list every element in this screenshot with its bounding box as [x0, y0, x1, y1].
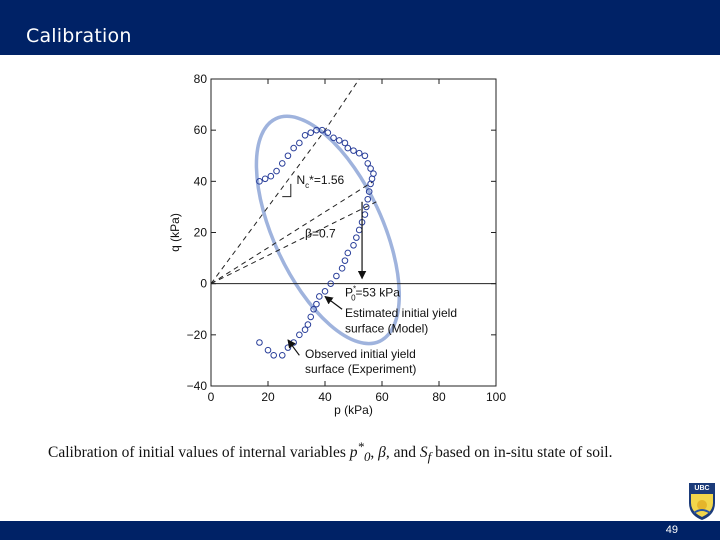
data-point: [308, 130, 314, 136]
y-tick-label: −40: [186, 379, 207, 393]
page-number: 49: [665, 524, 678, 536]
y-tick-label: −20: [186, 327, 207, 342]
caption-prefix: Calibration of initial values of internal variables: [48, 444, 350, 462]
data-point: [331, 135, 337, 141]
x-axis-label: p (kPa): [334, 403, 373, 417]
data-point: [356, 150, 362, 156]
annotation-text: Observed initial yield: [305, 346, 416, 361]
top-bar: [0, 0, 720, 17]
caption-var1: $p^*_0$: [349, 439, 371, 465]
caption: Calibration of initial values of internal variables $p^*_0$, β, and $S_f$ based on in-situ state of soil.: [48, 439, 613, 465]
caption-var3: $S_f$: [419, 444, 432, 465]
data-point: [297, 140, 303, 146]
y-tick-label: 20: [193, 225, 207, 240]
slide-title: Calibration: [26, 25, 132, 47]
y-tick-label: 40: [193, 174, 207, 189]
data-point: [342, 258, 348, 264]
annotation-text: P* 0=53 kPa: [344, 284, 400, 303]
data-point: [365, 196, 371, 202]
title-bar: [0, 17, 720, 55]
data-point: [291, 145, 297, 151]
x-tick-label: 100: [485, 390, 507, 404]
data-point: [302, 327, 308, 333]
data-point: [279, 353, 285, 359]
x-tick-label: 0: [207, 390, 215, 404]
data-point: [362, 153, 368, 159]
caption-suffix: based on in-situ state of soil.: [431, 444, 613, 462]
y-tick-label: 60: [193, 123, 207, 138]
data-point: [339, 266, 345, 272]
annotation-arrow: [325, 296, 342, 309]
data-point: [271, 353, 277, 359]
dashed-line: [211, 181, 373, 283]
data-point: [285, 345, 291, 351]
data-point: [268, 173, 274, 179]
data-point: [279, 161, 285, 167]
data-point: [354, 235, 360, 241]
chart: [165, 65, 520, 420]
x-tick-label: 80: [432, 390, 446, 404]
y-tick-label: 0: [200, 276, 207, 291]
annotation-text: Estimated initial yield: [344, 305, 458, 320]
figure: [165, 65, 520, 420]
data-point: [336, 138, 342, 144]
data-point: [257, 340, 263, 346]
annotation-text: surface (Model): [344, 321, 429, 336]
ubc-logo: [687, 481, 717, 521]
data-point: [297, 332, 303, 338]
data-point: [334, 273, 340, 279]
data-point: [308, 314, 314, 320]
annotation-arrow: [288, 340, 299, 355]
y-tick-label: 80: [193, 72, 207, 86]
y-axis-label: q (kPa): [168, 213, 182, 252]
x-tick-label: 20: [261, 390, 275, 404]
data-point: [362, 212, 368, 218]
x-tick-label: 40: [318, 390, 332, 404]
svg-text:UBC: UBC: [694, 485, 710, 492]
x-tick-label: 60: [375, 390, 389, 404]
data-point: [322, 289, 328, 295]
data-point: [265, 347, 271, 353]
data-point: [351, 242, 357, 248]
annotation-text: $N_c*=1.56$: [296, 172, 345, 190]
caption-var2: β: [378, 444, 386, 462]
annotation-text: β=0.7: [305, 226, 336, 241]
data-point: [262, 176, 268, 182]
data-point: [368, 181, 374, 187]
bottom-bar: [0, 521, 720, 540]
data-point: [274, 168, 280, 174]
data-point: [345, 250, 351, 256]
data-point: [285, 153, 291, 159]
data-point: [351, 148, 357, 154]
annotation-text: surface (Experiment): [305, 362, 417, 377]
data-point: [317, 294, 323, 300]
data-point: [356, 227, 362, 233]
data-point: [345, 145, 351, 151]
data-point: [302, 132, 308, 138]
